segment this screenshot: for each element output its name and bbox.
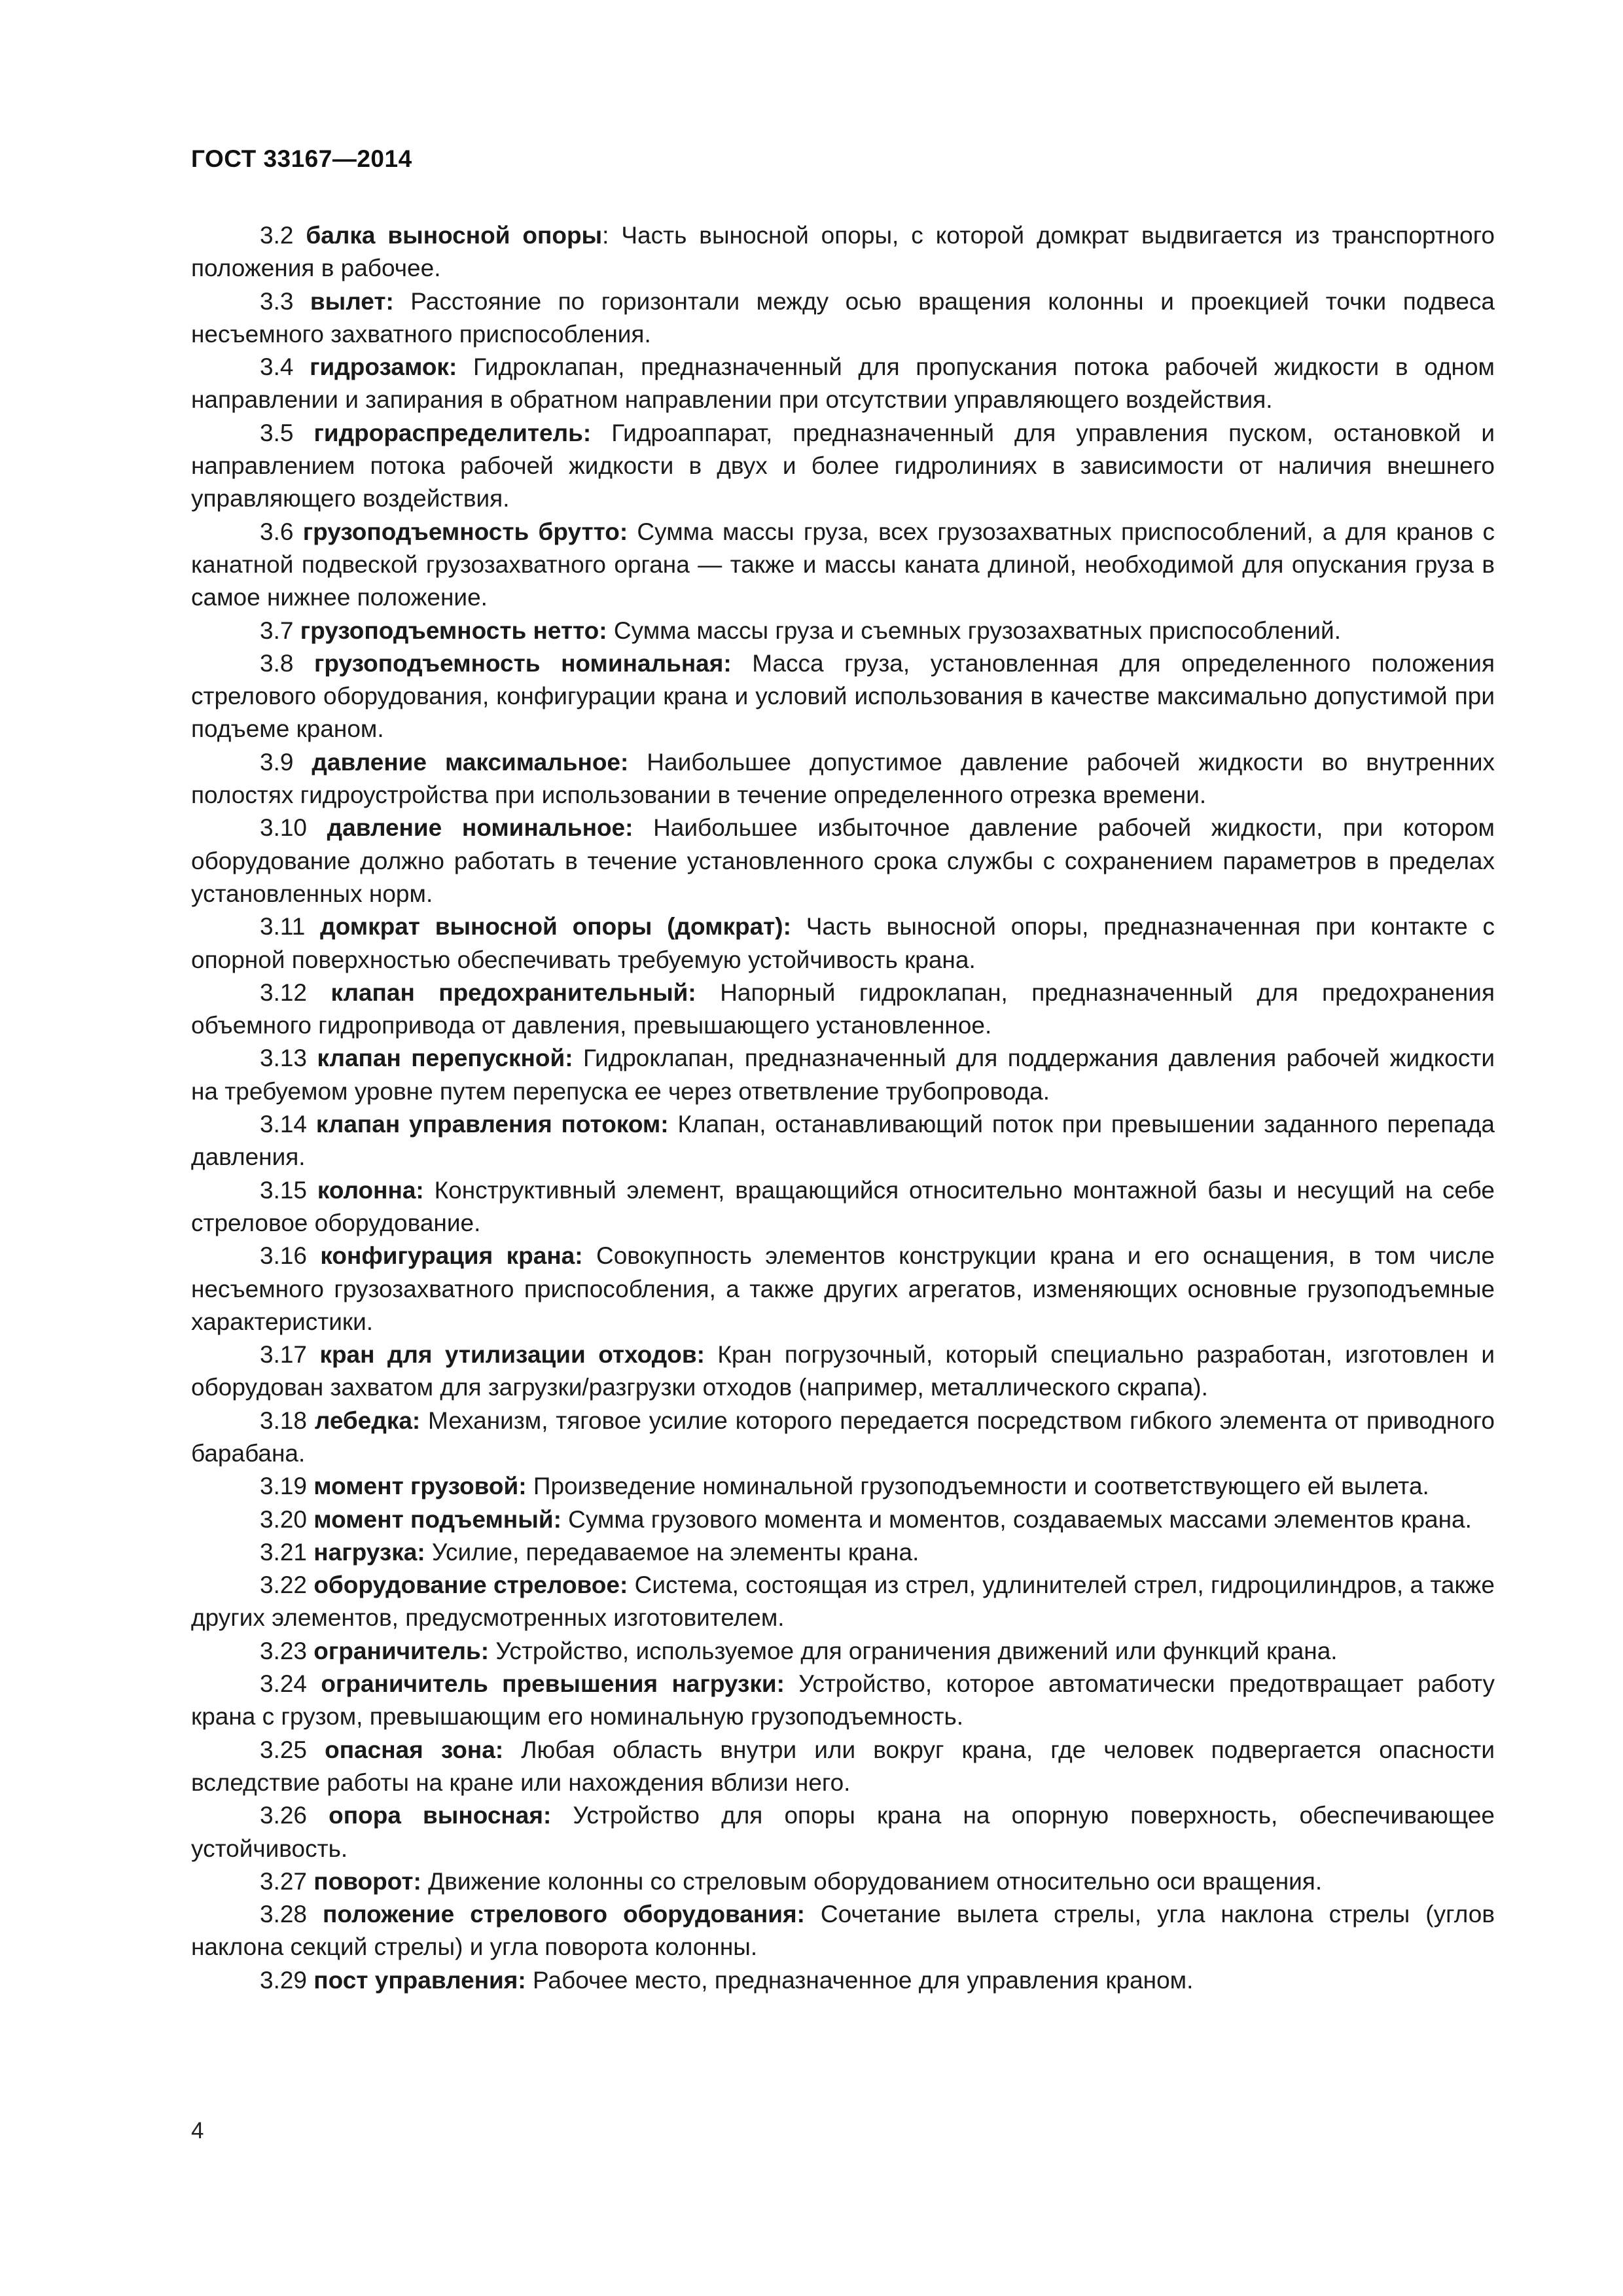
term-name: пост управления: — [313, 1966, 526, 1994]
term-number: 3.7 — [260, 617, 294, 644]
term-entry — [191, 417, 1495, 516]
term-name: клапан управления потоком: — [315, 1111, 669, 1138]
term-entry — [191, 1536, 1495, 1569]
term-definition: Сочетание вылета стрелы, угла наклона стрелы (углов наклона секций стрелы) и угла поворота колонны. — [191, 1901, 1495, 1961]
term-entry — [191, 1174, 1495, 1240]
term-definition: Сумма массы груза, всех грузозахватных приспособлений, а для кранов с канатной подвеской грузозахватного органа — также и массы каната длиной, необходимой для опускания груза в самое нижнее положение. — [191, 518, 1495, 611]
term-name: положение стрелового оборудования: — [323, 1901, 805, 1928]
term-number: 3.25 — [260, 1736, 308, 1763]
term-definition: Система, состоящая из стрел, удлинителей стрел, гидроцилиндров, а также других элементов, предусмотренных изготовителем. — [191, 1571, 1495, 1632]
term-definition: Устройство, используемое для ограничения движений или функций крана. — [489, 1637, 1338, 1664]
term-definition: Гидроаппарат, предназначенный для управления пуском, остановкой и направлением потока рабочей жидкости в двух и более гидролиниях в зависимости от наличия внешнего управляющего воздействия. — [191, 419, 1495, 512]
term-entry — [191, 1240, 1495, 1338]
term-definition: Масса груза, установленная для определенного положения стрелового оборудования, конфигурации крана и условий использования в качестве максимально допустимой при подъеме краном. — [191, 649, 1495, 743]
term-number: 3.27 — [260, 1867, 308, 1895]
term-entry — [191, 1734, 1495, 1800]
term-entry — [191, 910, 1495, 977]
term-definition: Сумма массы груза и съемных грузозахватных приспособлений. — [607, 617, 1341, 644]
term-name: момент подъемный: — [313, 1505, 562, 1533]
term-name: клапан перепускной: — [317, 1045, 573, 1072]
term-number: 3.16 — [260, 1242, 308, 1270]
term-name: ограничитель превышения нагрузки: — [321, 1670, 785, 1698]
term-definition: Рабочее место, предназначенное для управления краном. — [526, 1966, 1194, 1994]
term-entry — [191, 1799, 1495, 1865]
term-definition: Произведение номинальной грузоподъемности и соответствующего ей вылета. — [526, 1473, 1429, 1500]
term-name: гидрораспределитель: — [313, 419, 592, 446]
term-name: оборудование стреловое: — [313, 1571, 628, 1599]
term-entry — [191, 812, 1495, 910]
term-entry — [191, 977, 1495, 1043]
term-entry — [191, 351, 1495, 417]
term-definition: Клапан, останавливающий поток при превышении заданного перепада давления. — [191, 1111, 1495, 1171]
term-entry — [191, 1668, 1495, 1734]
term-entry — [191, 1503, 1495, 1536]
term-definition: Наибольшее избыточное давление рабочей жидкости, при котором оборудование должно работать в течение установленного срока службы с сохранением параметров в пределах установленных норм. — [191, 814, 1495, 907]
term-definition: Сумма грузового момента и моментов, создаваемых массами элементов крана. — [561, 1505, 1472, 1533]
term-definition: Конструктивный элемент, вращающийся относительно монтажной базы и несущий на себе стреловое оборудование. — [191, 1176, 1495, 1236]
term-definition: Кран погрузочный, который специально разработан, изготовлен и оборудован захватом для загрузки/разгрузки отходов (например, металлического скрапа). — [191, 1341, 1495, 1401]
term-name: гидрозамок: — [310, 353, 457, 381]
term-name: лебедка: — [314, 1407, 421, 1434]
term-entry — [191, 1108, 1495, 1174]
term-number: 3.29 — [260, 1966, 308, 1994]
term-entry — [191, 219, 1495, 285]
term-number: 3.28 — [260, 1901, 308, 1928]
term-number: 3.2 — [260, 222, 294, 249]
term-name: домкрат выносной опоры (домкрат): — [320, 913, 791, 941]
term-number: 3.4 — [260, 353, 294, 381]
term-name: давление номинальное: — [327, 814, 633, 842]
term-number: 3.12 — [260, 978, 308, 1006]
term-entry — [191, 1405, 1495, 1471]
term-name: кран для утилизации отходов: — [319, 1341, 705, 1369]
term-number: 3.23 — [260, 1637, 308, 1664]
term-entry — [191, 1898, 1495, 1964]
term-definition: Механизм, тяговое усилие которого передается посредством гибкого элемента от приводного барабана. — [191, 1407, 1495, 1467]
term-name: давление максимальное: — [312, 748, 629, 776]
term-definition: Расстояние по горизонтали между осью вращения колонны и проекцией точки подвеса несъемного захватного приспособления. — [191, 287, 1495, 348]
term-name: опасная зона: — [325, 1736, 504, 1763]
term-name: нагрузка: — [313, 1538, 425, 1566]
term-entry — [191, 1964, 1495, 1997]
term-name: колонна: — [317, 1176, 424, 1204]
term-name: ограничитель: — [313, 1637, 490, 1664]
term-number: 3.15 — [260, 1176, 308, 1204]
term-name: поворот: — [313, 1867, 421, 1895]
term-number: 3.22 — [260, 1571, 308, 1599]
term-entry — [191, 1042, 1495, 1108]
term-name: клапан предохранительный: — [330, 978, 696, 1006]
terms-list — [191, 219, 1495, 1997]
term-entry — [191, 746, 1495, 812]
standard-header: ГОСТ 33167—2014 — [191, 145, 412, 172]
term-entry — [191, 516, 1495, 615]
term-number: 3.3 — [260, 287, 294, 315]
term-entry — [191, 1569, 1495, 1635]
term-definition: Совокупность элементов конструкции крана и его оснащения, в том числе несъемного грузозахватного приспособления, а также других агрегатов, изменяющих основные грузоподъемные характеристики. — [191, 1242, 1495, 1335]
term-definition: Устройство, которое автоматически предотвращает работу крана с грузом, превышающим его номинальную грузоподъемность. — [191, 1670, 1495, 1731]
term-number: 3.26 — [260, 1802, 308, 1829]
term-number: 3.21 — [260, 1538, 308, 1566]
term-definition: Гидроклапан, предназначенный для поддержания давления рабочей жидкости на требуемом уровне путем перепуска ее через ответвление трубопровода. — [191, 1045, 1495, 1105]
term-definition: Движение колонны со стреловым оборудованием относительно оси вращения. — [421, 1867, 1323, 1895]
term-entry — [191, 647, 1495, 746]
term-number: 3.9 — [260, 748, 294, 776]
term-definition: Напорный гидроклапан, предназначенный для предохранения объемного гидропривода от давления, превышающего установленное. — [191, 978, 1495, 1039]
term-definition: Устройство для опоры крана на опорную поверхность, обеспечивающее устойчивость. — [191, 1802, 1495, 1862]
term-entry — [191, 1338, 1495, 1405]
term-entry — [191, 1635, 1495, 1668]
term-entry — [191, 615, 1495, 647]
term-entry — [191, 1470, 1495, 1503]
term-definition: Любая область внутри или вокруг крана, где человек подвергается опасности вследствие работы на кране или нахождения вблизи него. — [191, 1736, 1495, 1796]
term-name: грузоподъемность номинальная: — [314, 649, 732, 677]
term-number: 3.14 — [260, 1111, 308, 1138]
term-definition: Наибольшее допустимое давление рабочей жидкости во внутренних полостях гидроустройства при использовании в течение определенного отрезка времени. — [191, 748, 1495, 809]
term-definition: Усилие, передаваемое на элементы крана. — [425, 1538, 919, 1566]
term-name: грузоподъемность брутто: — [302, 518, 628, 545]
term-name: вылет: — [310, 287, 394, 315]
term-definition: Часть выносной опоры, предназначенная при контакте с опорной поверхностью обеспечивать требуемую устойчивость крана. — [191, 913, 1495, 973]
term-name: опора выносная: — [329, 1802, 552, 1829]
term-name: момент грузовой: — [313, 1473, 527, 1500]
term-number: 3.10 — [260, 814, 308, 842]
term-number: 3.5 — [260, 419, 294, 446]
term-number: 3.18 — [260, 1407, 308, 1434]
term-number: 3.13 — [260, 1045, 308, 1072]
term-number: 3.19 — [260, 1473, 308, 1500]
term-name: конфигурация крана: — [320, 1242, 583, 1270]
term-number: 3.17 — [260, 1341, 308, 1369]
term-entry — [191, 285, 1495, 351]
term-name: балка выносной опоры — [306, 222, 603, 249]
term-definition: : Часть выносной опоры, с которой домкрат выдвигается из транспортного положения в рабочее. — [191, 222, 1495, 282]
term-number: 3.20 — [260, 1505, 308, 1533]
term-number: 3.11 — [260, 913, 306, 941]
term-name: грузоподъемность нетто: — [300, 617, 607, 644]
page-number: 4 — [191, 2118, 204, 2144]
term-definition: Гидроклапан, предназначенный для пропускания потока рабочей жидкости в одном направлении и запирания в обратном направлении при отсутствии управляющего воздействия. — [191, 353, 1495, 414]
term-entry — [191, 1865, 1495, 1898]
term-number: 3.8 — [260, 649, 294, 677]
term-number: 3.6 — [260, 518, 294, 545]
term-number: 3.24 — [260, 1670, 308, 1698]
